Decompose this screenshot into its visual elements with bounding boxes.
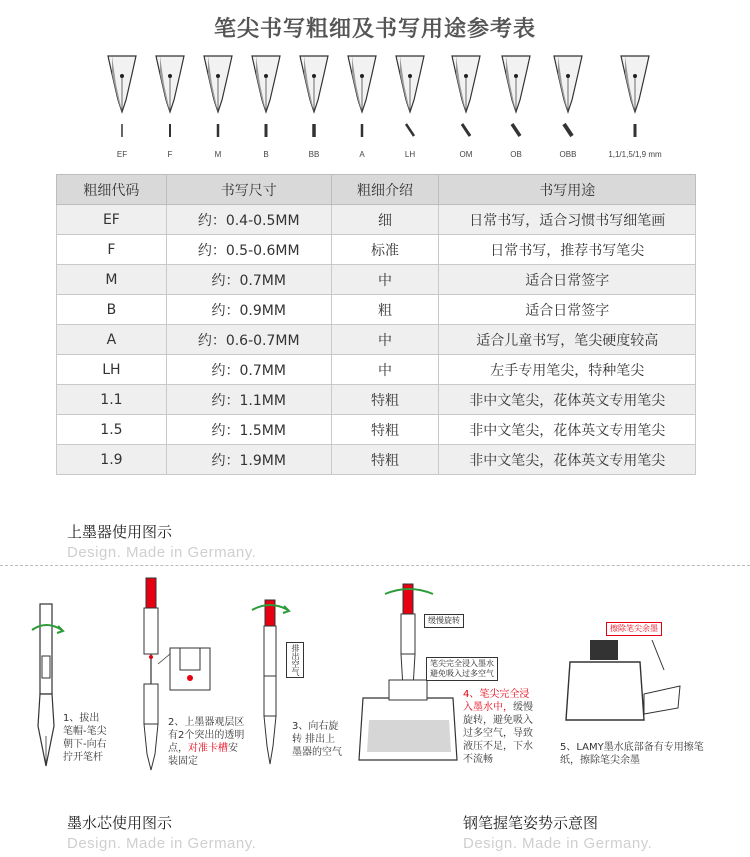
table-cell: 约：0.6-0.7MM (166, 325, 331, 355)
nib-icon (198, 54, 238, 149)
table-cell: 日常书写，适合习惯书写细笔画 (439, 205, 696, 235)
nib-spec-table (56, 174, 696, 475)
table-header-cell: 粗细介绍 (331, 175, 439, 205)
section-subtitle: Design. Made in Germany. (67, 835, 257, 852)
nib-icon (294, 54, 334, 149)
table-cell: A (57, 325, 167, 355)
nib-icon (548, 54, 588, 149)
nib-label: OB (510, 150, 522, 159)
nib-item (342, 54, 382, 164)
table-cell: 特粗 (331, 445, 439, 475)
table-cell: 约：1.1MM (166, 385, 331, 415)
step-5-text: 5、LAMY墨水底部备有专用擦笔 纸，擦除笔尖余墨 (560, 742, 704, 766)
table-cell: 标准 (331, 235, 439, 265)
table-row (57, 355, 696, 385)
table-cell: 1.5 (57, 415, 167, 445)
table-cell: 1.9 (57, 445, 167, 475)
nib-label: LH (404, 150, 416, 159)
table-cell: 约：1.5MM (166, 415, 331, 445)
table-cell: 细 (331, 205, 439, 235)
section-title-converter: 上墨器使用图示 (67, 523, 173, 541)
stroke-sample (406, 124, 414, 136)
ink-bottle-wipe-illustration (560, 630, 690, 730)
nib-icon (615, 54, 655, 149)
nib-icon (496, 54, 536, 149)
table-row (57, 415, 696, 445)
table-cell: EF (57, 205, 167, 235)
table-cell: 特粗 (331, 415, 439, 445)
table-row (57, 265, 696, 295)
table-cell: B (57, 295, 167, 325)
table-cell: 中 (331, 265, 439, 295)
table-cell: 粗 (331, 295, 439, 325)
wipe-nib-callout: 擦除笔尖余墨 (606, 622, 662, 636)
table-cell: 非中文笔尖，花体英文专用笔尖 (439, 385, 696, 415)
nib-label: A (359, 150, 365, 159)
step-2-text: 2、上墨器观层区 有2个突出的透明 点，对准卡槽安 装固定 (168, 717, 245, 767)
table-cell: 中 (331, 325, 439, 355)
nib-icon (446, 54, 486, 149)
nib-label: OM (459, 150, 473, 159)
nib-item (446, 54, 486, 164)
nib-icon (102, 54, 142, 149)
table-header-row (57, 175, 696, 205)
nib-label: OBB (559, 150, 577, 159)
table-cell: 约：0.7MM (166, 265, 331, 295)
table-cell: 约：1.9MM (166, 445, 331, 475)
table-cell: 1.1 (57, 385, 167, 415)
stroke-sample (462, 124, 470, 136)
table-header-cell: 书写尺寸 (166, 175, 331, 205)
table-cell: 中 (331, 355, 439, 385)
section-subtitle: Design. Made in Germany. (463, 835, 653, 852)
nib-icon (246, 54, 286, 149)
nib-illustration-row (90, 54, 690, 164)
table-cell: 约：0.9MM (166, 295, 331, 325)
nib-label: M (214, 150, 222, 159)
table-cell: F (57, 235, 167, 265)
table-row (57, 385, 696, 415)
table-cell: 非中文笔尖，花体英文专用笔尖 (439, 415, 696, 445)
nib-item (390, 54, 430, 164)
table-cell: LH (57, 355, 167, 385)
nib-item (150, 54, 190, 164)
section-subtitle: Design. Made in Germany. (67, 544, 257, 561)
expel-air-callout: 排出空气 (286, 642, 304, 678)
nib-item (198, 54, 238, 164)
nib-label: B (263, 150, 269, 159)
nib-icon (390, 54, 430, 149)
step-3-text: 3、向右旋 转 排出上 墨器的空气 (292, 721, 342, 758)
table-cell: 适合儿童书写，笔尖硬度较高 (439, 325, 696, 355)
table-cell: M (57, 265, 167, 295)
slow-rotate-callout: 缓慢旋转 (424, 614, 464, 628)
nib-label: EF (116, 150, 128, 159)
table-row (57, 235, 696, 265)
section-title-grip: 钢笔握笔姿势示意图 (463, 814, 599, 832)
stroke-sample (512, 124, 520, 136)
nib-label: 1,1/1,5/1,9 mm (608, 150, 662, 159)
table-row (57, 325, 696, 355)
table-cell: 约：0.4-0.5MM (166, 205, 331, 235)
table-cell: 约：0.7MM (166, 355, 331, 385)
table-header-cell: 粗细代码 (57, 175, 167, 205)
table-cell: 非中文笔尖，花体英文专用笔尖 (439, 445, 696, 475)
step-1-text: 1、拔出 笔帽-笔尖 朝下-向右 拧开笔杆 (63, 713, 107, 763)
table-header-cell: 书写用途 (439, 175, 696, 205)
nib-item (496, 54, 536, 164)
step-4-text: 4、笔尖完全浸 入墨水中，缓慢 旋转，避免吸入 过多空气，导致 液压不足，下水 不流畅 (463, 689, 533, 765)
nib-item (294, 54, 334, 164)
nib-icon (342, 54, 382, 149)
table-cell: 约：0.5-0.6MM (166, 235, 331, 265)
table-cell: 适合日常签字 (439, 295, 696, 325)
section-title-cartridge: 墨水芯使用图示 (67, 814, 173, 832)
nib-label: F (167, 150, 173, 159)
table-cell: 左手专用笔尖，特种笔尖 (439, 355, 696, 385)
table-row (57, 205, 696, 235)
pen-open-illustration (28, 596, 68, 771)
table-cell: 特粗 (331, 385, 439, 415)
table-cell: 日常书写，推荐书写笔尖 (439, 235, 696, 265)
nib-item (102, 54, 142, 164)
nib-label: BB (308, 150, 320, 159)
stroke-sample (564, 124, 572, 136)
nib-icon (150, 54, 190, 149)
nib-item (246, 54, 286, 164)
page-title: 笔尖书写粗细及书写用途参考表 (213, 17, 536, 42)
section-divider (0, 565, 750, 566)
table-row (57, 445, 696, 475)
nib-item (608, 54, 662, 164)
table-cell: 适合日常签字 (439, 265, 696, 295)
table-row (57, 295, 696, 325)
nib-item (548, 54, 588, 164)
immerse-callout: 笔尖完全浸入墨水 避免吸入过多空气 (426, 657, 498, 681)
